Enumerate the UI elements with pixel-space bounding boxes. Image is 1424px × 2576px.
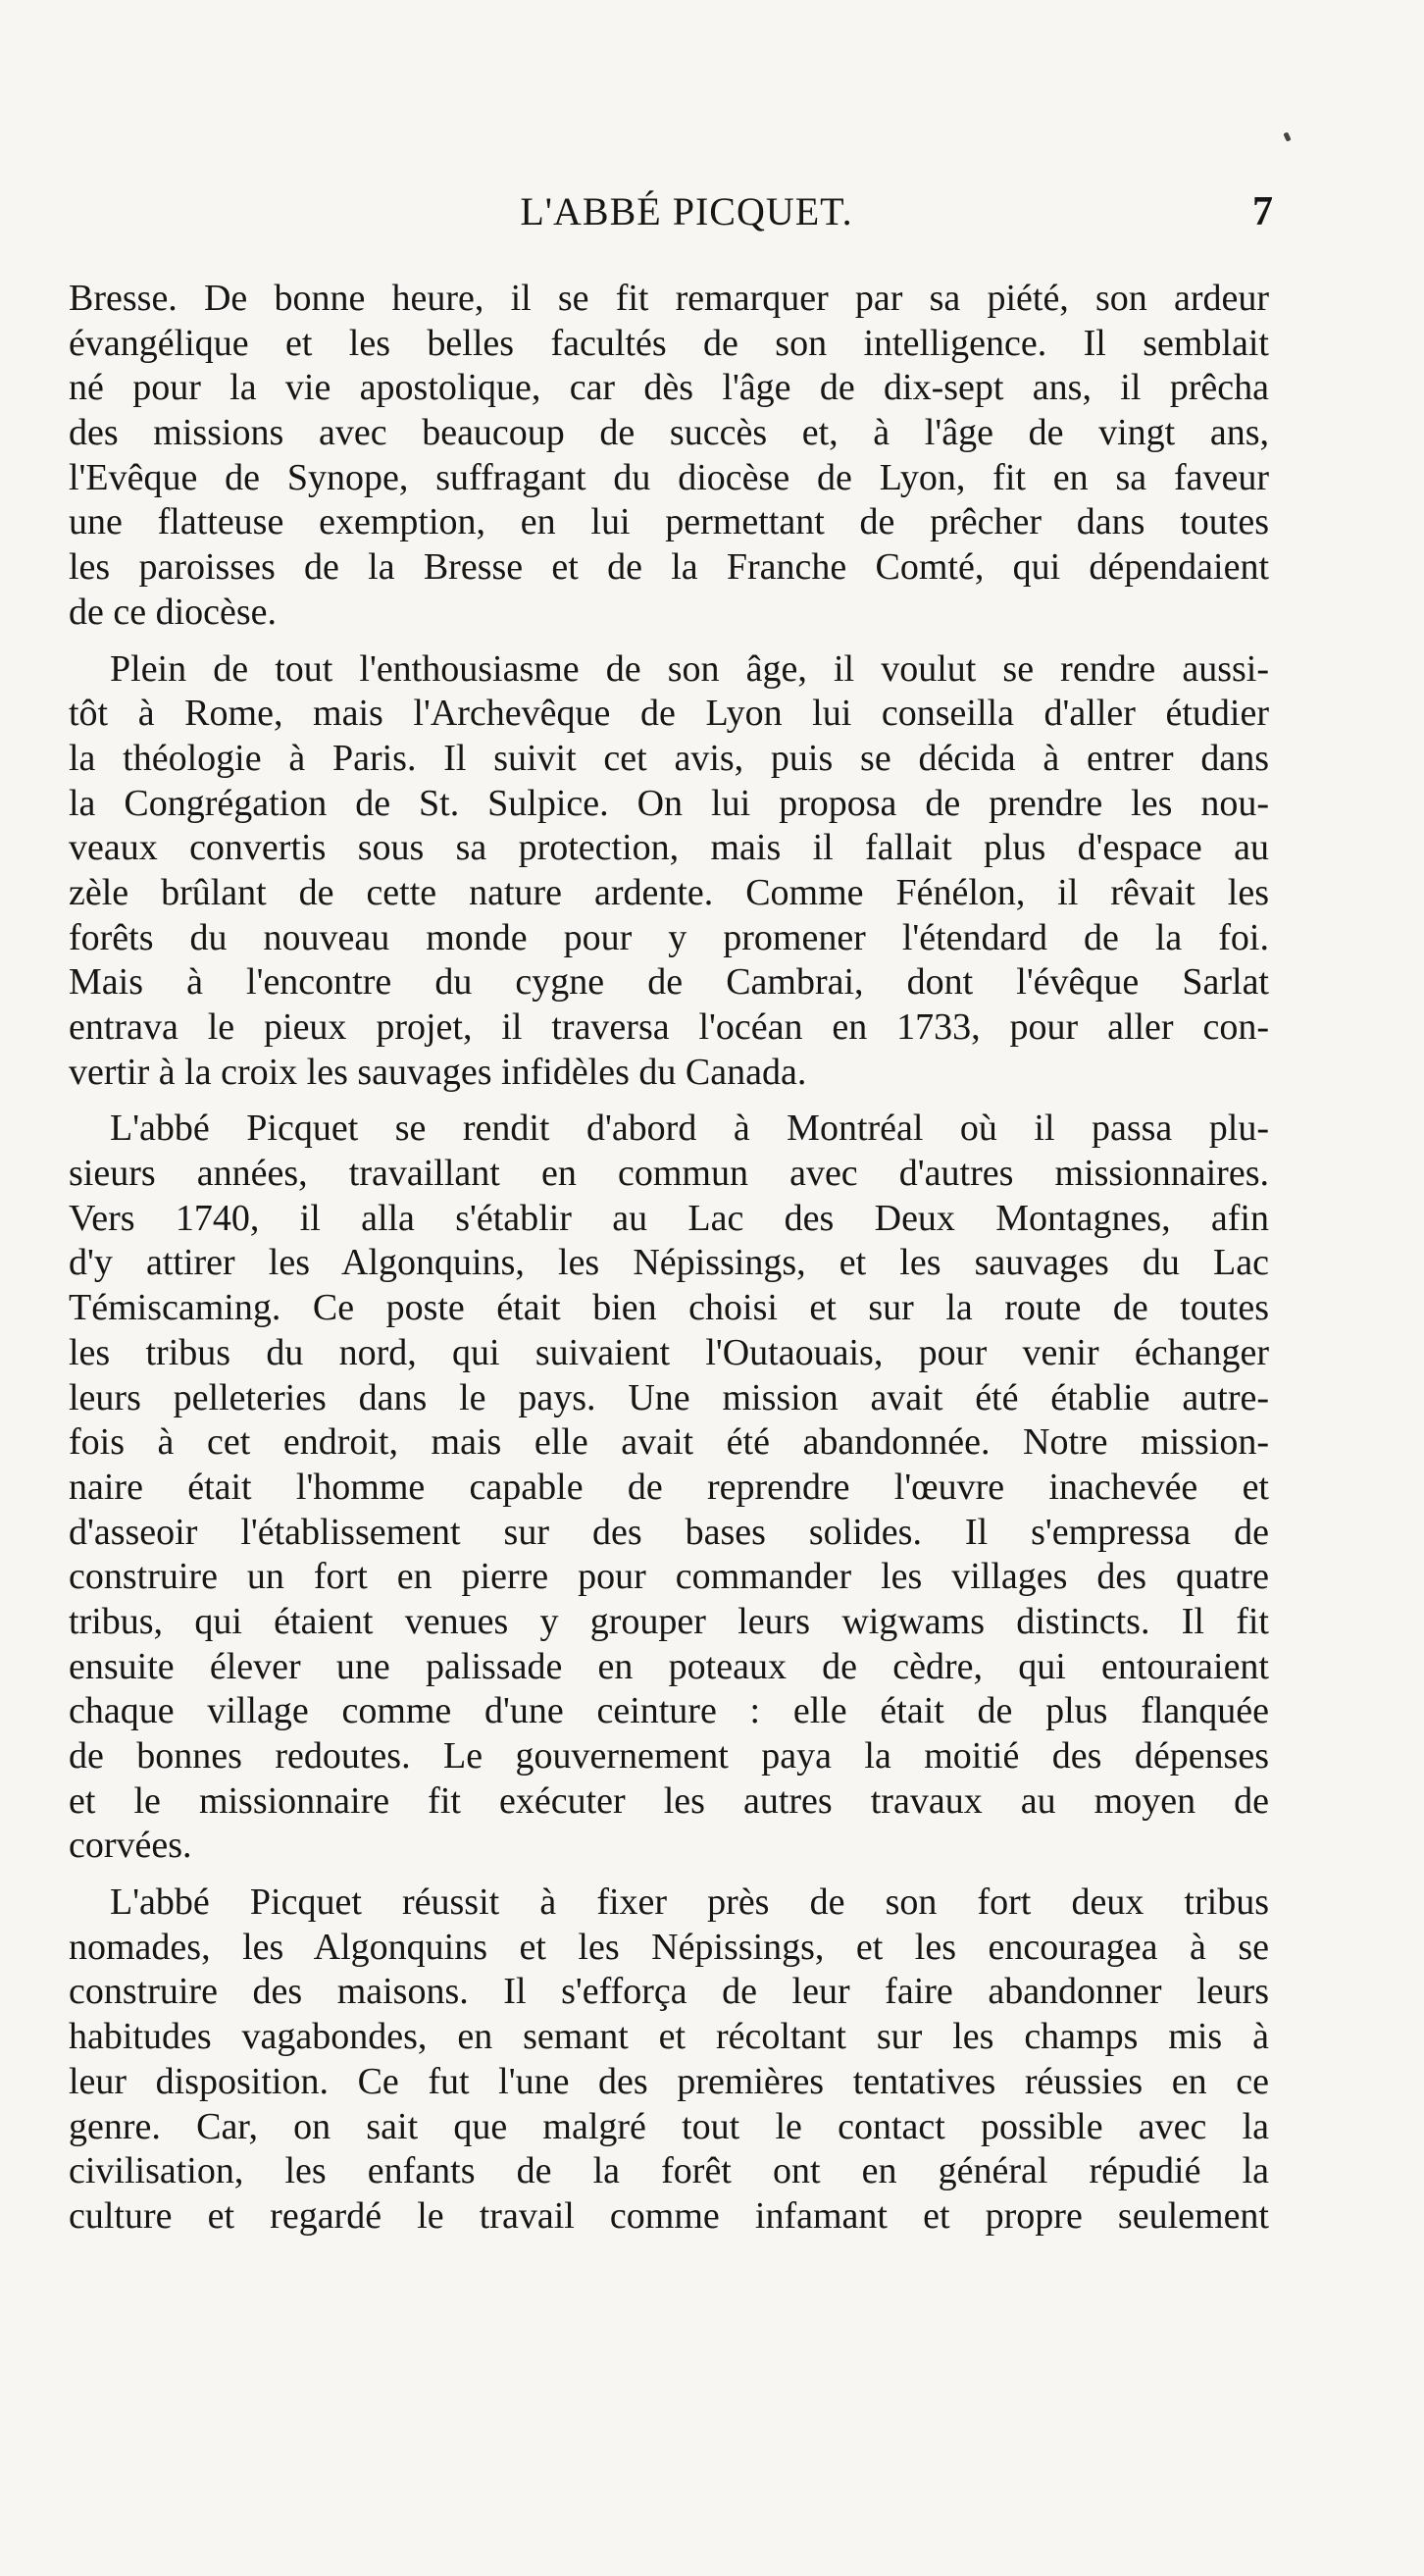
text-line: veaux convertis sous sa protection, mais il fallait plus d'espace au <box>69 827 1269 869</box>
paragraph <box>69 1880 1269 2240</box>
text-line: zèle brûlant de cette nature ardente. Comme Fénélon, il rêvait les <box>69 871 1269 913</box>
page-number: 7 <box>1252 189 1273 234</box>
text-line: genre. Car, on sait que malgré tout le contact possible avec la <box>69 2105 1269 2147</box>
running-head <box>0 188 1424 247</box>
text-line: sieurs années, travaillant en commun avec d'autres missionnaires. <box>69 1153 1269 1195</box>
text-line: naire était l'homme capable de reprendre l'œuvre inachevée et <box>69 1466 1269 1508</box>
text-line: leur disposition. Ce fut l'une des premières tentatives réussies en ce <box>69 2060 1269 2102</box>
text-line: Bresse. De bonne heure, il se fit remarquer par sa piété, son ardeur <box>69 278 1269 319</box>
text-line: de bonnes redoutes. Le gouvernement paya la moitié des dépenses <box>69 1735 1269 1777</box>
text-line: Plein de tout l'enthousiasme de son âge, il voulut se rendre aussi- <box>110 647 1269 690</box>
print-speck <box>1283 131 1291 141</box>
text-line: d'asseoir l'établissement sur des bases solides. Il s'empressa de <box>69 1511 1269 1553</box>
text-line: chaque village comme d'une ceinture : elle était de plus flanquée <box>69 1690 1269 1732</box>
body-text <box>69 277 1269 2240</box>
paragraph <box>69 647 1269 1096</box>
text-line: la théologie à Paris. Il suivit cet avis, puis se décida à entrer dans <box>69 737 1269 779</box>
text-line: forêts du nouveau monde pour y promener l'étendard de la foi. <box>69 916 1269 958</box>
text-line: tôt à Rome, mais l'Archevêque de Lyon lui conseilla d'aller étudier <box>69 693 1269 735</box>
text-line: entrava le pieux projet, il traversa l'océan en 1733, pour aller con- <box>69 1006 1269 1048</box>
text-line: leurs pelleteries dans le pays. Une mission avait été établie autre- <box>69 1376 1269 1418</box>
text-line: et le missionnaire fit exécuter les autres travaux au moyen de <box>69 1779 1269 1822</box>
text-line: habitudes vagabondes, en semant et récoltant sur les champs mis à <box>69 2016 1269 2058</box>
text-line: l'Evêque de Synope, suffragant du diocèse de Lyon, fit en sa faveur <box>69 456 1269 498</box>
text-line: L'abbé Picquet se rendit d'abord à Montréal où il passa plu- <box>110 1108 1269 1150</box>
text-line: culture et regardé le travail comme infamant et propre seulement <box>69 2194 1269 2237</box>
text-line: civilisation, les enfants de la forêt ont en général répudié la <box>69 2150 1269 2192</box>
text-line: d'y attirer les Algonquins, les Népissings, et les sauvages du Lac <box>69 1242 1269 1284</box>
text-line: la Congrégation de St. Sulpice. On lui proposa de prendre les nou- <box>69 782 1269 824</box>
text-line: L'abbé Picquet réussit à fixer près de son fort deux tribus <box>110 1881 1269 1924</box>
text-line: une flatteuse exemption, en lui permettant de prêcher dans toutes <box>69 501 1269 543</box>
paragraph <box>69 1107 1269 1869</box>
text-line: fois à cet endroit, mais elle avait été abandonnée. Notre mission- <box>69 1421 1269 1464</box>
text-line: construire des maisons. Il s'efforça de leur faire abandonner leurs <box>69 1971 1269 2013</box>
text-line: tribus, qui étaient venues y grouper leurs wigwams distincts. Il fit <box>69 1600 1269 1642</box>
paragraph <box>69 277 1269 636</box>
text-line: nomades, les Algonquins et les Népissings, et les encouragea à se <box>69 1926 1269 1968</box>
text-line: né pour la vie apostolique, car dès l'âge de dix-sept ans, il prêcha <box>69 367 1269 409</box>
text-line: les paroisses de la Bresse et de la Franche Comté, qui dépendaient <box>69 546 1269 589</box>
text-line: Témiscaming. Ce poste était bien choisi et sur la route de toutes <box>69 1287 1269 1329</box>
text-line: Mais à l'encontre du cygne de Cambrai, dont l'évêque Sarlat <box>69 961 1269 1004</box>
text-line: construire un fort en pierre pour commander les villages des quatre <box>69 1556 1269 1598</box>
text-line: corvées. <box>69 1825 192 1867</box>
running-head-title: L'ABBÉ PICQUET. <box>520 189 853 233</box>
text-line: les tribus du nord, qui suivaient l'Outaouais, pour venir échanger <box>69 1331 1269 1373</box>
text-line: des missions avec beaucoup de succès et, à l'âge de vingt ans, <box>69 412 1269 454</box>
text-line: évangélique et les belles facultés de son intelligence. Il semblait <box>69 322 1269 364</box>
text-line: Vers 1740, il alla s'établir au Lac des Deux Montagnes, afin <box>69 1197 1269 1239</box>
text-line: vertir à la croix les sauvages infidèles du Canada. <box>69 1051 807 1093</box>
text-line: de ce diocèse. <box>69 591 278 633</box>
text-line: ensuite élever une palissade en poteaux de cèdre, qui entouraient <box>69 1645 1269 1687</box>
